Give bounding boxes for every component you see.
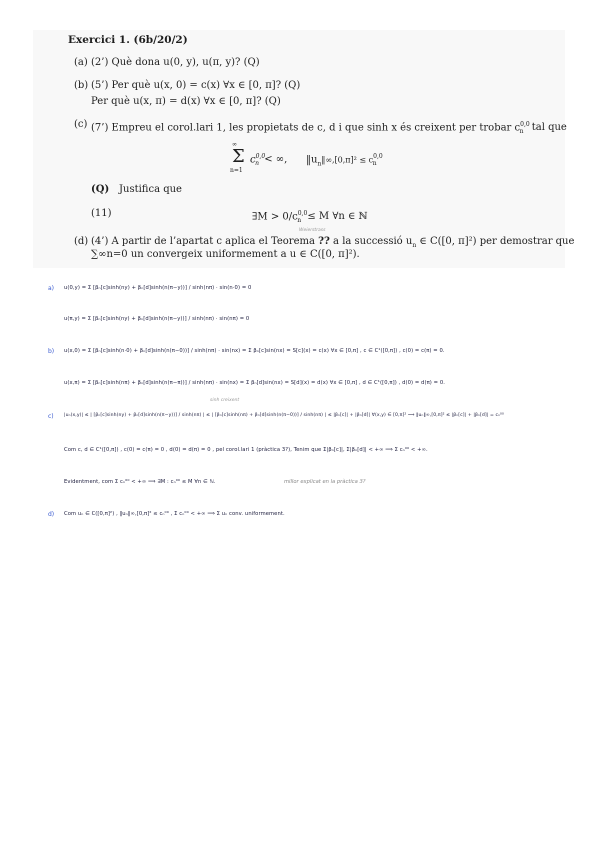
item-b-label: (b)	[74, 80, 89, 91]
hw-sinh-note: sinh creixent	[210, 398, 240, 403]
item-a-label: (a)	[74, 57, 88, 68]
item-d-label: (d)	[74, 236, 89, 247]
hw-c-label: c)	[48, 413, 54, 420]
item-c-label: (c)	[74, 119, 88, 130]
sum-symbol: Σ	[232, 146, 245, 167]
exercise-title: Exercici 1. (6b/20/2)	[68, 34, 188, 46]
hw-c-line-3-note: millor explicat en la pràctica 3?	[284, 479, 366, 485]
hw-a-label: a)	[48, 285, 55, 292]
eq11-label: (11)	[91, 208, 112, 219]
item-b-text-2: Per què u(x, π) = d(x) ∀x ∈ [0, π]? (Q)	[91, 96, 281, 107]
hw-c-line-2: Com c, d ∈ C¹([0,π]) , c(0) = c(π) = 0 , d(0) = d(π) = 0 , pel corol.lari 1 (pràctica 3?), Tenim que Σ|βₙ[c]|, Σ|βₙ[d]| < +∞ ⟹ Σ cₙ⁰⁰ < +∞.	[64, 447, 428, 453]
hw-b-line-1: u(x,0) = Σ [βₙ[c]sinh(n·0) + βₙ[d]sinh(n(π−0))] / sinh(nπ) · sin(nx) = Σ βₙ[c]sin(nx) = S[c](x) = c(x) ∀x ∈ [0,π] , c ∈ C¹([0,π]) , c(0) = c(π) = 0.	[64, 348, 445, 354]
item-c-text: (7’) Empreu el corol.lari 1, les propietats de c, d i que sinh x és creixent per trobar $c^{0,0}_n$ tal que	[91, 121, 567, 136]
hw-b-label: b)	[48, 348, 55, 355]
q-text: Justifica que	[119, 184, 182, 195]
norm-bound: $‖u_n‖\infty,[0,\pi]^2 \le c^{0,0}_n$	[306, 153, 383, 168]
hw-d-line-1: Com uₙ ∈ C([0,π]²) , ‖uₙ‖∞,[0,π]² ≤ cₙ⁰⁰ , Σ cₙ⁰⁰ < +∞ ⟹ Σ uₙ conv. uniformement.	[64, 511, 285, 517]
hw-d-label: d)	[48, 511, 55, 518]
item-b-text-1: (5’) Per què u(x, 0) = c(x) ∀x ∈ [0, π]? (Q)	[91, 80, 301, 91]
item-d-line-2: ∑∞n=0 un convergeix uniformement a u ∈ C([0, π]²).	[91, 249, 360, 260]
q-label: (Q)	[91, 184, 110, 195]
item-d-text: (4’) A partir de l’apartat c aplica el Teorema ?? a la successió $u_n$ ∈ C([0, π]²) per demostrar que	[91, 236, 575, 249]
hw-c-line-3: Evidentment, com Σ cₙ⁰⁰ < +∞ ⟹ ∃M : cₙ⁰⁰ ≤ M ∀n ∈ ℕ.	[64, 479, 216, 485]
hw-c-line-1: |uₙ(x,y)| ≤ | [βₙ[c]sinh(ny) + βₙ[d]sinh(n(π−y))] / sinh(nπ) | ≤ | [βₙ[c]sinh(nπ) + βₙ[d]sinh(n(π−0))] / sinh(nπ) | ≤ |βₙ[c]| + |βₙ[d]| ∀(x,y) ∈ [0,π]² ⟹ ‖uₙ‖∞,[0,π]² ≤ |βₙ[c]| + |βₙ[d]| = cₙ⁰⁰	[64, 413, 504, 418]
weierstrass-note: Weierstrass	[299, 228, 326, 233]
hw-b-line-2: u(x,π) = Σ [βₙ[c]sinh(nπ) + βₙ[d]sinh(n(π−π))] / sinh(nπ) · sin(nx) = Σ βₙ[d]sin(nx) = S[d](x) = d(x) ∀x ∈ [0,π] , d ∈ C¹([0,π]) , d(0) = d(π) = 0.	[64, 380, 446, 386]
sum-lower-limit: n=1	[230, 167, 243, 174]
item-a-text: (2’) Què dona u(0, y), u(π, y)? (Q)	[91, 57, 260, 68]
sum-upper-limit: ∞	[232, 141, 237, 148]
sum-body: $c^{0,0}_n$ < ∞,	[250, 153, 288, 168]
eq11-text: ∃M > $0/c^{0,0}_n \le M$ ∀n ∈ ℕ	[252, 210, 368, 225]
hw-a-line-1: u(0,y) = Σ [βₙ[c]sinh(ny) + βₙ[d]sinh(n(π−y))] / sinh(nπ) · sin(n·0) = 0	[64, 285, 252, 291]
hw-a-line-2: u(π,y) = Σ [βₙ[c]sinh(ny) + βₙ[d]sinh(n(π−y))] / sinh(nπ) · sin(nπ) = 0	[64, 316, 250, 322]
